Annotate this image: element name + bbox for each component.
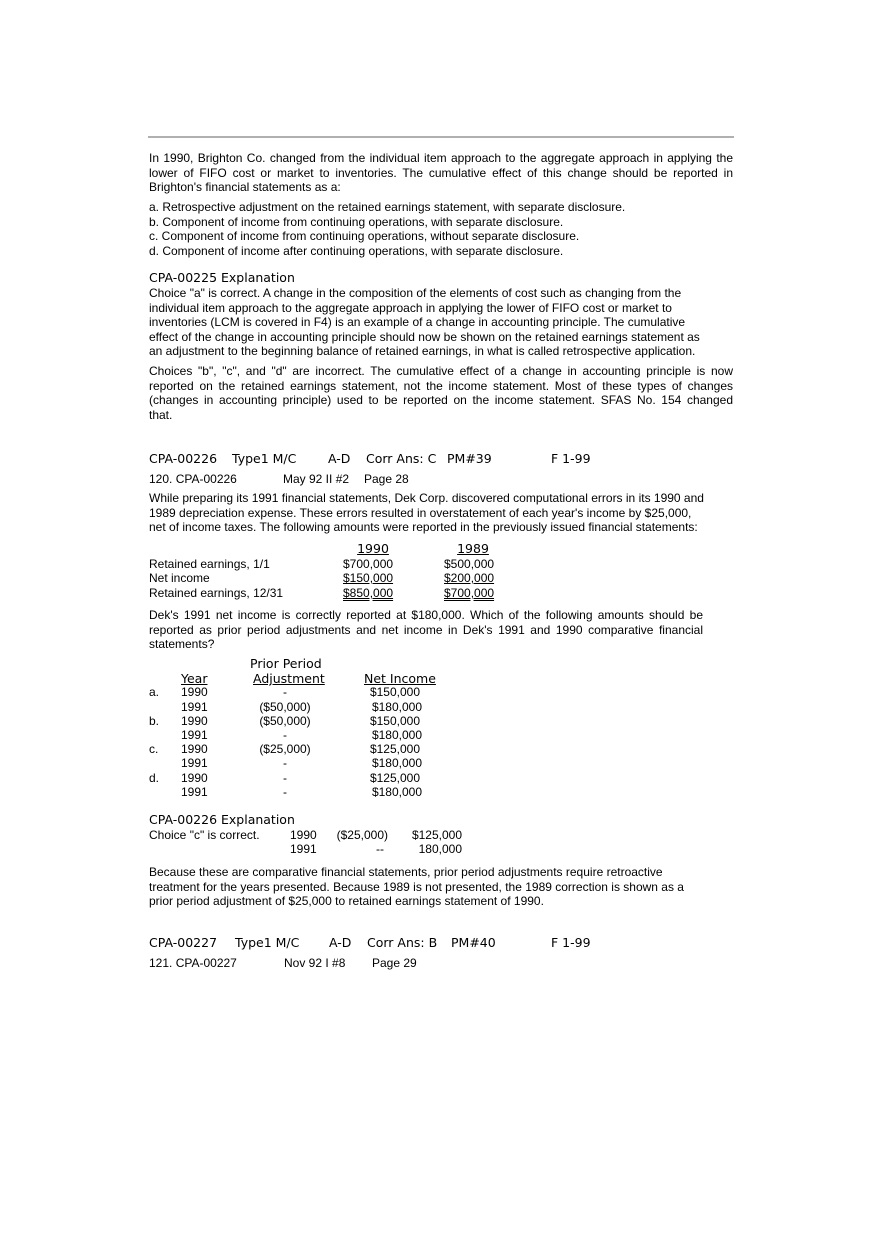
text-line: prior period adjustment of $25,000 to retained earnings statement of 1990. (149, 894, 544, 908)
year-cell: 1991 (181, 700, 208, 714)
pm-number: PM#40 (451, 935, 496, 950)
text-line: an adjustment to the beginning balance of retained earnings, in what is called retrospective application. (149, 344, 696, 358)
year-cell: 1990 (181, 771, 208, 785)
column-header-adjustment: Adjustment (253, 671, 325, 686)
section-code: F 1-99 (551, 451, 591, 466)
adjustment-cell: ($50,000) (259, 700, 311, 714)
net-income-cell: $180,000 (371, 700, 422, 714)
text-line: (changes in accounting principle) used to be reported on the income statement. SFAS No. 154 changed (149, 393, 733, 407)
net-income-cell: $180,000 (371, 756, 422, 770)
question-id: CPA-00227 (149, 935, 218, 950)
q226-question (149, 491, 733, 535)
net-income-cell: $125,000 (411, 828, 462, 842)
text-line: that. (149, 407, 173, 422)
text-line: 1989 depreciation expense. These errors resulted in overstatement of each year's income by $25,000, (149, 505, 692, 520)
adjustment-cell: - (283, 756, 287, 770)
question-id: CPA-00226 (149, 451, 218, 466)
text-line: lower of FIFO cost or market to inventories. The cumulative effect of this change should be reported in (149, 165, 733, 180)
adjustment-cell: - (283, 728, 287, 742)
text-line: net of income taxes. The following amounts were reported in the previously issued financial statements: (149, 520, 698, 534)
header-divider (148, 136, 734, 138)
net-income-cell: $150,000 (369, 714, 420, 728)
text-line: reported as prior period adjustments and net income in Dek's 1991 and 1990 comparative financial (149, 622, 703, 637)
text-line: effect of the change in accounting principle should now be shown on the retained earnings statement as (149, 329, 700, 344)
row-label: Net income (149, 571, 210, 585)
table-value: $850,000 (343, 586, 394, 600)
question-type: Type1 M/C (232, 451, 297, 466)
difficulty-level: A-D (329, 935, 352, 950)
table-value: $500,000 (444, 557, 495, 571)
year-cell: 1991 (181, 756, 208, 770)
page-reference: Page 28 (364, 472, 409, 486)
choice-letter: c. (149, 742, 159, 756)
net-income-cell: $180,000 (371, 785, 422, 799)
q226-explanation-heading: CPA-00226 Explanation (149, 812, 295, 827)
net-income-cell: $125,000 (369, 771, 420, 785)
exam-source: Nov 92 I #8 (284, 956, 346, 970)
q225-explanation-2 (149, 364, 733, 422)
adjustment-cell: ($25,000) (336, 828, 388, 842)
option-c: c. Component of income from continuing operations, without separate disclosure. (149, 229, 580, 243)
adjustment-cell: - (283, 685, 287, 699)
text-line: individual item approach to the aggregate approach in applying the lower of FIFO cost or market to (149, 300, 672, 315)
exam-source: May 92 II #2 (283, 472, 350, 486)
column-header-top: Prior Period (250, 656, 322, 671)
text-line: statements? (149, 637, 215, 651)
correct-answer: Corr Ans: B (367, 935, 438, 950)
text-line: While preparing its 1991 financial statements, Dek Corp. discovered computational errors in its 1990 and (149, 491, 704, 505)
net-income-cell: $150,000 (369, 685, 420, 699)
correct-choice-label: Choice "c" is correct. (149, 828, 260, 842)
page-reference: Page 29 (372, 956, 417, 970)
section-code: F 1-99 (551, 935, 591, 950)
correct-answer: Corr Ans: C (366, 451, 437, 466)
q226-question-2 (149, 608, 703, 652)
text-line: inventories (LCM is covered in F4) is an example of a change in accounting principle. The cumulative (149, 315, 686, 329)
adjustment-cell: ($25,000) (259, 742, 311, 756)
text-line: Because these are comparative financial statements, prior period adjustments require retroactive (149, 865, 663, 879)
difficulty-level: A-D (328, 451, 351, 466)
choice-letter: d. (149, 771, 160, 785)
q225-explanation (149, 286, 733, 359)
question-number: 120. CPA-00226 (149, 472, 237, 486)
q226-explanation (149, 865, 733, 909)
choice-letter: a. (149, 685, 160, 699)
option-a: a. Retrospective adjustment on the retained earnings statement, with separate disclosure. (149, 200, 626, 214)
table-value: $150,000 (343, 571, 394, 585)
question-type: Type1 M/C (235, 935, 300, 950)
table-value: $700,000 (343, 557, 394, 571)
year-cell: 1991 (290, 842, 317, 856)
choice-letter: b. (149, 714, 160, 728)
text-line: Choice "a" is correct. A change in the composition of the elements of cost such as changing from the (149, 286, 682, 300)
column-header-net-income: Net Income (364, 671, 436, 686)
pm-number: PM#39 (447, 451, 492, 466)
column-header-1990: 1990 (357, 541, 389, 556)
q225-options (149, 200, 733, 258)
year-cell: 1991 (181, 785, 208, 799)
adjustment-cell: ($50,000) (259, 714, 311, 728)
option-d: d. Component of income after continuing operations, with separate disclosure. (149, 243, 564, 258)
column-header-1989: 1989 (457, 541, 489, 556)
q225-question (149, 151, 733, 195)
text-line: reported on the retained earnings statement, not the income statement. Most of these types of changes (149, 378, 733, 393)
net-income-cell: $180,000 (371, 728, 422, 742)
year-cell: 1990 (181, 685, 208, 699)
text-line: treatment for the years presented. Because 1989 is not presented, the 1989 correction is shown as a (149, 879, 684, 894)
column-header-year: Year (181, 671, 208, 686)
year-cell: 1990 (181, 714, 208, 728)
net-income-cell: 180,000 (418, 842, 462, 856)
question-number: 121. CPA-00227 (149, 956, 237, 970)
q225-explanation-heading: CPA-00225 Explanation (149, 270, 295, 285)
option-b: b. Component of income from continuing operations, with separate disclosure. (149, 214, 564, 229)
year-cell: 1990 (181, 742, 208, 756)
table-value: $700,000 (444, 586, 495, 600)
adjustment-cell: - (283, 771, 287, 785)
row-label: Retained earnings, 1/1 (149, 557, 270, 571)
net-income-cell: $125,000 (369, 742, 420, 756)
text-line: Brighton's financial statements as a: (149, 180, 341, 194)
text-line: Dek's 1991 net income is correctly reported at $180,000. Which of the following amounts should be (149, 608, 703, 622)
text-line: In 1990, Brighton Co. changed from the individual item approach to the aggregate approach in applying the (149, 151, 733, 165)
adjustment-cell: -- (376, 842, 384, 856)
adjustment-cell: - (283, 785, 287, 799)
table-value: $200,000 (444, 571, 495, 585)
year-cell: 1990 (290, 828, 317, 842)
text-line: Choices "b", "c", and "d" are incorrect. The cumulative effect of a change in accounting principle is now (149, 364, 733, 378)
year-cell: 1991 (181, 728, 208, 742)
row-label: Retained earnings, 12/31 (149, 586, 284, 600)
